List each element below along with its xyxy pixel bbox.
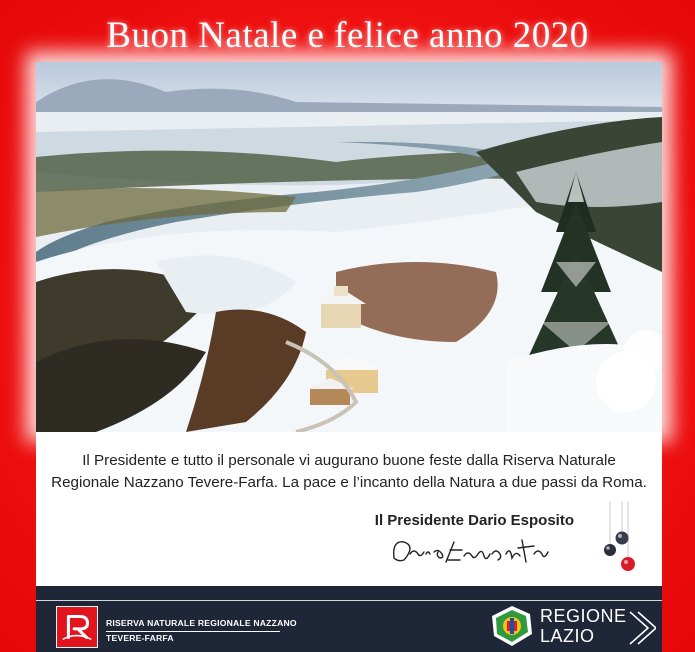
chevron-right-icon bbox=[626, 608, 656, 648]
message-line-1: Il Presidente e tutto il personale vi augurano buone feste dalla Riserva Naturale bbox=[82, 452, 616, 469]
landscape-illustration bbox=[36, 62, 662, 432]
footer-divider bbox=[36, 600, 662, 601]
message-line-2: Regionale Nazzano Tevere-Farfa. La pace e l’incanto della Natura a due passi da Roma. bbox=[51, 474, 647, 491]
greeting-message bbox=[36, 450, 662, 494]
christmas-ornaments-icon bbox=[602, 502, 642, 578]
reserve-name-line-1: RISERVA NATURALE REGIONALE NAZZANO bbox=[106, 618, 297, 628]
reserve-name bbox=[106, 616, 297, 646]
snowy-landscape-photo bbox=[36, 62, 662, 432]
region-name-line-2: LAZIO bbox=[540, 626, 595, 646]
footer-bar bbox=[36, 586, 662, 652]
signer-title: Il Presidente Dario Esposito bbox=[374, 512, 574, 529]
greeting-title: Buon Natale e felice anno 2020 bbox=[106, 15, 589, 56]
region-name bbox=[540, 606, 627, 646]
region-name-line-1: REGIONE bbox=[540, 606, 627, 626]
reserve-r-logo-icon bbox=[56, 606, 98, 648]
lazio-emblem-icon bbox=[490, 604, 534, 648]
handwritten-signature bbox=[388, 532, 568, 568]
reserve-name-underline bbox=[106, 631, 280, 632]
reserve-name-line-2: TEVERE-FARFA bbox=[106, 633, 174, 643]
message-panel bbox=[36, 432, 662, 586]
